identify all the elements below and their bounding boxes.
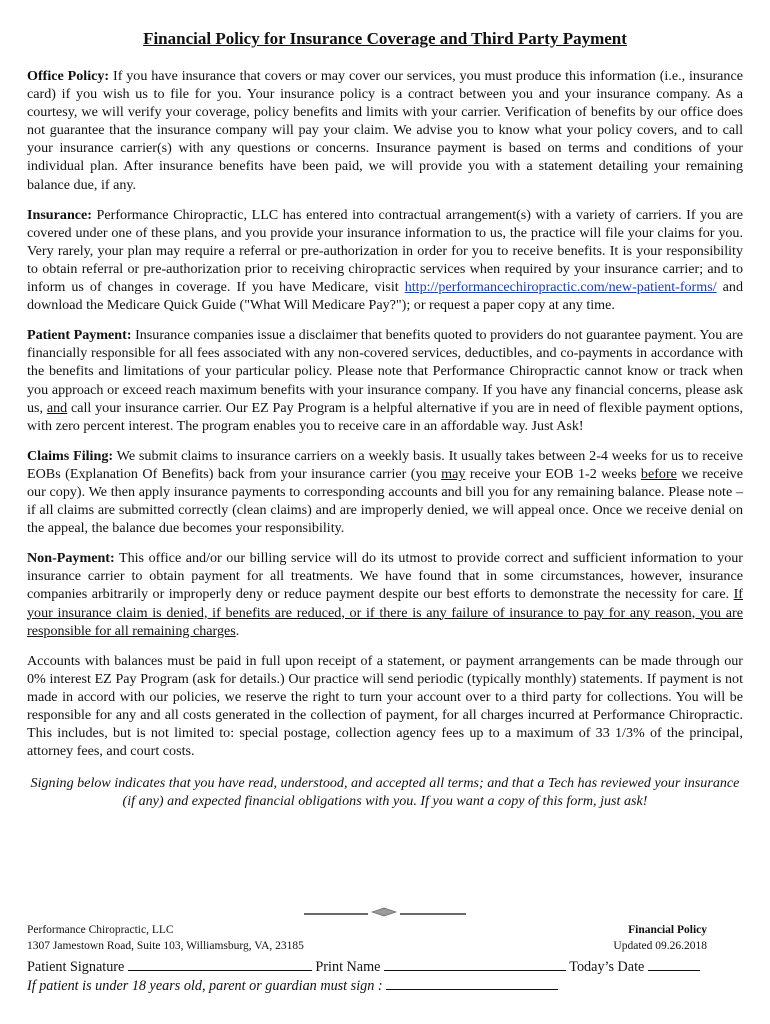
signature-line (27, 958, 700, 976)
patient-payment-text-end: call your insurance carrier. Our EZ Pay Program is a helpful alternative if you are in need of flexible payment options, with zero percent interest. The program enables you to receive care in an affordable way. Just Ask! (27, 399, 743, 434)
insurance-heading: Insurance: (27, 206, 92, 223)
print-name-field[interactable] (384, 958, 566, 971)
footer-doc-info (613, 922, 707, 954)
guardian-signature-line (27, 977, 558, 995)
todays-date-label: Today’s Date (569, 959, 645, 975)
footer-address-block (27, 922, 304, 954)
non-payment-section (27, 549, 743, 639)
signing-note: Signing below indicates that you have read, understood, and accepted all terms; and that a Tech has reviewed your insurance (if any) and expected financial obligations with you. If you want a copy of this form, just ask! (30, 775, 740, 810)
insurance-section (27, 206, 743, 315)
print-name-label: Print Name (315, 959, 381, 975)
claims-filing-text-end: we receive our copy). We then apply insurance payments to corresponding accounts and bill you for any remaining balance. Please note – if all claims are submitted correctly (clean claims) and are improperly denied, we will appeal once. Once we receive denial on the appeal, the balance due becomes your responsibility. (27, 465, 743, 537)
footer-address: 1307 Jamestown Road, Suite 103, Williamsburg, VA, 23185 (27, 940, 304, 952)
patient-payment-text: Insurance companies issue a disclaimer that benefits quoted to providers do not guarantee payment. You are financially responsible for all fees associated with any non-covered services, deductibles, and co-payments in accordance with the benefits and limitations of your particular policy. Please note that Performance Chiropractic cannot know or track when you approach or exceed reach maximum benefits with your insurance company. If you have any financial concerns, please ask us, (27, 327, 743, 416)
claims-filing-heading: Claims Filing: (27, 447, 114, 464)
guardian-signature-field[interactable] (386, 977, 558, 990)
non-payment-heading: Non-Payment: (27, 550, 115, 567)
before-emphasis: before (640, 465, 677, 482)
non-payment-period: . (235, 622, 240, 639)
office-policy-heading: Office Policy: (27, 68, 110, 84)
page-title: Financial Policy for Insurance Coverage and Third Party Payment (143, 29, 627, 48)
guardian-signature-label: If patient is under 18 years old, parent or guardian must sign : (27, 978, 383, 994)
footer-company: Performance Chiropractic, LLC (27, 924, 174, 936)
footer-updated-date: Updated 09.26.2018 (613, 940, 707, 952)
office-policy-text: If you have insurance that covers or may cover our services, you must produce this information (i.e., insurance card) if you wish us to file for you. Your insurance policy is a contract between you and your insurance company. As a courtesy, we will verify your coverage, policy benefits and limits with your carrier. Verification of benefits by our office does not guarantee that the insurance company will pay your claim. We advise you to know what your policy covers, and to call your insurance carrier(s) with any questions or concerns. Insurance payment is based on terms and conditions of your individual plan. After insurance benefits have been paid, we will provide you with a statement detailing your remaining balance due, if any. (27, 68, 743, 193)
insurance-text: Performance Chiropractic, LLC has entered into contractual arrangement(s) with a variety of carriers. If you are covered under one of these plans, and you provide your insurance information to us, the practice will file your claims for you. Very rarely, your plan may require a referral or pre-authorization in order for you to receive benefits. It is your responsibility to obtain referral or pre-authorization prior to receiving chiropractic services when required by your insurance carrier; and to inform us of changes in coverage. If you have Medicare, visit (27, 206, 743, 296)
non-payment-text: This office and/or our billing service will do its utmost to provide correct and sufficient information to your insurance carrier to obtain payment for all treatments. We have found that in some circumstances, however, insurance companies arbitrarily or improperly deny or reduce payment despite our best efforts to demonstrate the necessity for care. (27, 550, 743, 603)
claims-filing-text: We submit claims to insurance carriers on a weekly basis. It usually takes between 2-4 weeks for us to receive EOBs (Explanation Of Benefits) back from your insurance carrier (you (27, 447, 743, 482)
office-policy-section (27, 67, 743, 194)
patient-signature-label: Patient Signature (27, 959, 125, 975)
patient-payment-section (27, 326, 743, 435)
accounts-section (27, 652, 743, 761)
document-page (27, 29, 743, 810)
accounts-text: Accounts with balances must be paid in full upon receipt of a statement, or payment arrangements can be made through our 0% interest EZ Pay Program (ask for details.) Our practice will send periodic (typically monthly) statements. If payment is not made in accord with our policies, we reserve the right to turn your account over to a third party for collections. You will be responsible for any and all costs generated in the collection of payment, for all charges incurred at Performance Chiropractic. This includes, but is not limited to: special postage, collection agency fees up to a maximum of 33 1/3% of the principal, attorney fees, and court costs. (27, 652, 743, 760)
footer-doc-title: Financial Policy (628, 924, 707, 936)
insurance-text-end: and download the Medicare Quick Guide ("What Will Medicare Pay?"); or request a paper copy at any time. (27, 279, 744, 314)
divider-ornament-icon (304, 906, 466, 918)
todays-date-field[interactable] (648, 958, 700, 971)
non-payment-responsibility: If your insurance claim is denied, if benefits are reduced, or if there is any failure of insurance to pay for any reason, you are responsible for all remaining charges (27, 586, 743, 639)
may-emphasis: may (441, 465, 466, 482)
patient-signature-field[interactable] (128, 958, 312, 971)
claims-filing-section (27, 447, 743, 537)
medicare-guide-link[interactable]: http://performancechiropractic.com/new-patient-forms/ (404, 279, 717, 296)
and-emphasis: and (46, 399, 68, 416)
claims-filing-text-mid: receive your EOB 1-2 weeks (469, 465, 637, 482)
patient-payment-heading: Patient Payment: (27, 327, 132, 344)
